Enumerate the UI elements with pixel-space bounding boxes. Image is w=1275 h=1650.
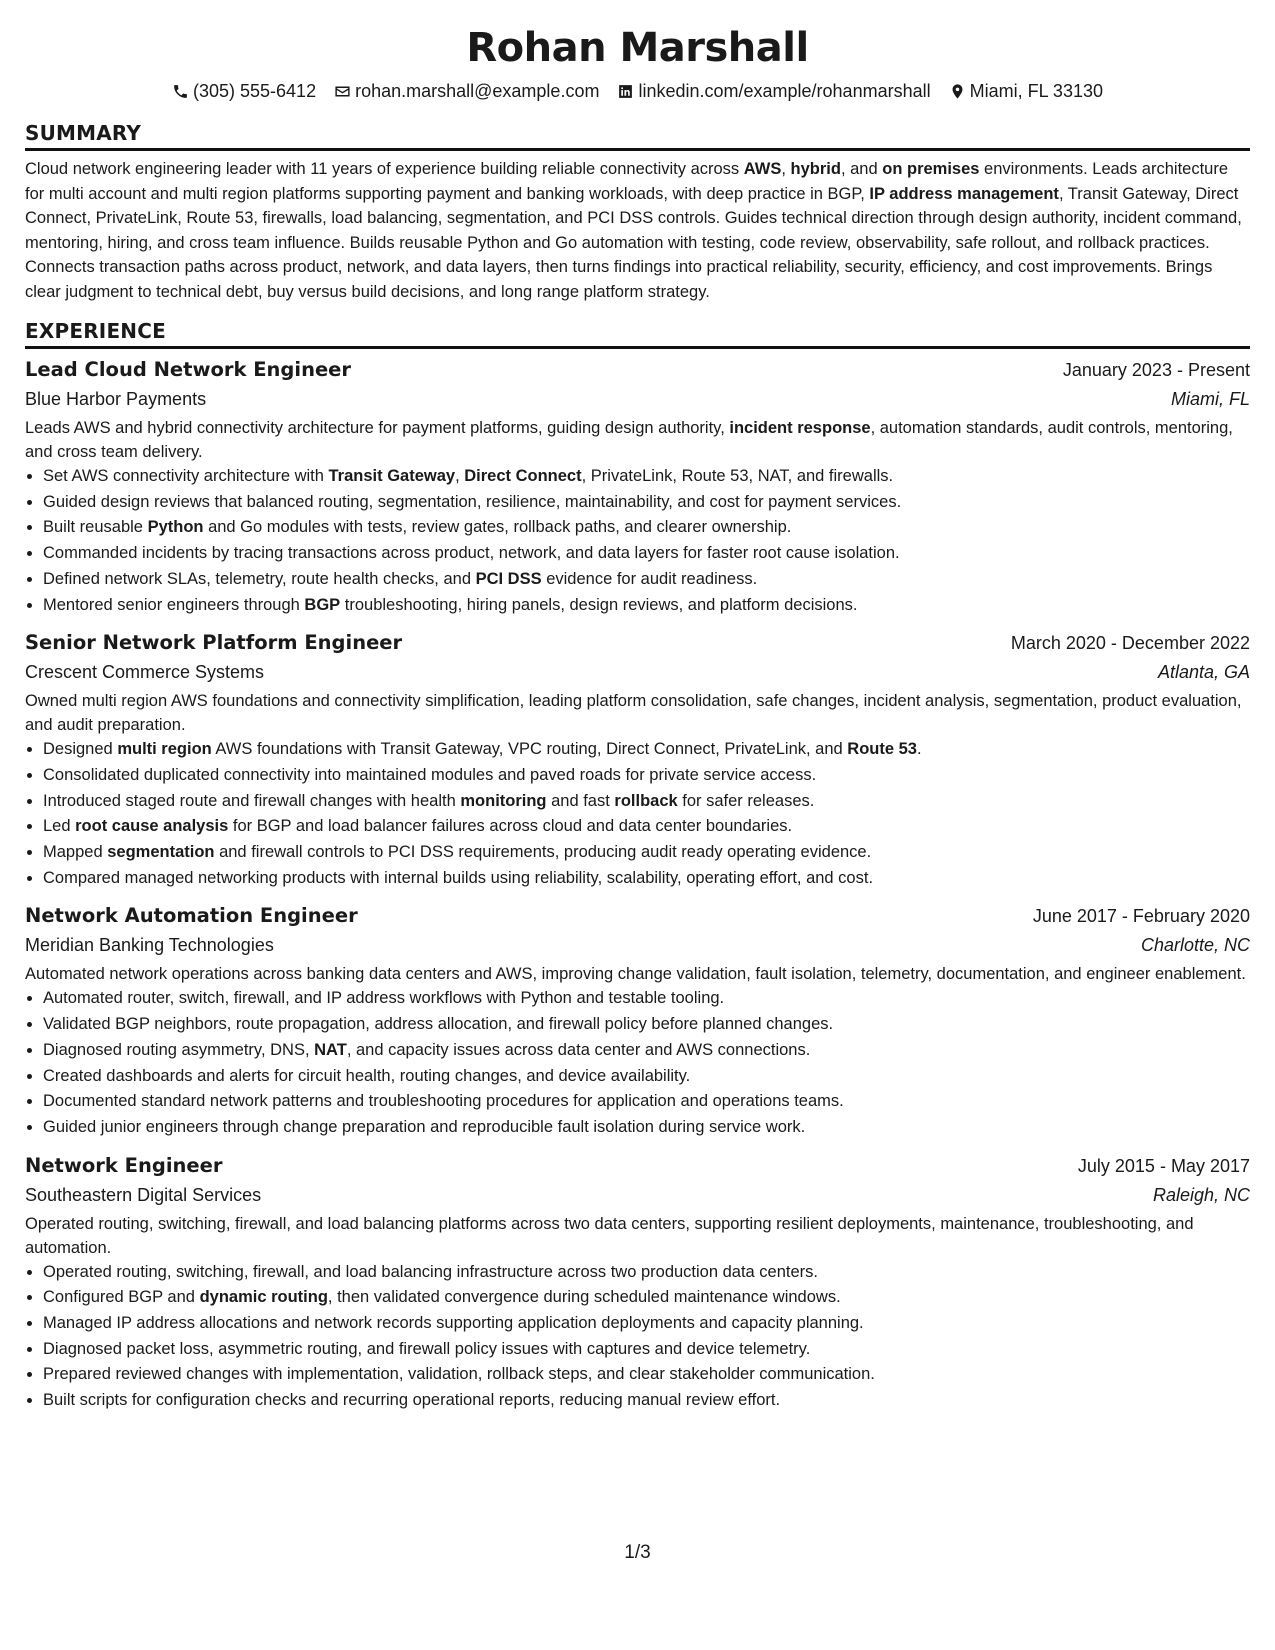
job-dates: January 2023 - Present <box>1062 360 1250 380</box>
job-bullet: • Prepared reviewed changes with implementation, validation, rollback steps, and clear stakeholder communication. <box>43 1362 1250 1388</box>
job-header <box>25 355 1250 385</box>
job-entry <box>25 901 1250 1140</box>
email-text[interactable]: rohan.marshall@example.com <box>355 81 600 101</box>
job-bullet: • Built reusable Python and Go modules with tests, review gates, rollback paths, and clearer ownership. <box>43 515 1250 541</box>
job-title: Senior Network Platform Engineer <box>25 631 403 655</box>
job-dates: June 2017 - February 2020 <box>1032 906 1250 927</box>
job-description: Automated network operations across banking data centers and AWS, improving change validation, fault isolation, telemetry, documentation, and engineer enablement. <box>25 965 1246 984</box>
job-dates: March 2020 - December 2022 <box>1010 633 1250 654</box>
linkedin-text[interactable]: linkedin.com/example/rohanmarshall <box>638 81 931 101</box>
job-bullet: • Automated router, switch, firewall, and IP address workflows with Python and testable tooling. <box>43 986 1250 1012</box>
job-description: Leads AWS and hybrid connectivity architecture for payment platforms, guiding design authority, incident response, automation standards, audit controls, mentoring, and cross team delivery. <box>25 419 1233 461</box>
job-bullet: • Documented standard network patterns and troubleshooting procedures for application and operations teams. <box>43 1089 1250 1115</box>
contact-linkedin[interactable] <box>617 78 930 104</box>
job-bullet: • Diagnosed routing asymmetry, DNS, NAT, and capacity issues across data center and AWS connections. <box>43 1038 1250 1064</box>
map-pin-icon <box>949 83 966 100</box>
job-bullets <box>25 737 1250 891</box>
job-bullet: • Set AWS connectivity architecture with Transit Gateway, Direct Connect, PrivateLink, Route 53, NAT, and firewalls. <box>43 464 1250 490</box>
job-bullet: • Validated BGP neighbors, route propagation, address allocation, and firewall policy before planned changes. <box>43 1012 1250 1038</box>
job-bullets <box>25 986 1250 1140</box>
job-entry <box>25 628 1250 891</box>
linkedin-icon <box>617 83 634 100</box>
contact-location <box>949 78 1103 104</box>
job-title: Network Engineer <box>25 1153 223 1177</box>
job-subheader <box>25 1181 1250 1209</box>
job-description: Operated routing, switching, firewall, and load balancing platforms across two data centers, supporting resilient deployments, maintenance, troubleshooting, and automation. <box>25 1214 1194 1257</box>
location-text: Miami, FL 33130 <box>969 81 1103 101</box>
contact-bar <box>25 78 1250 104</box>
job-dates: July 2015 - May 2017 <box>1077 1155 1250 1176</box>
company-name: Meridian Banking Technologies <box>25 935 274 956</box>
contact-phone <box>172 78 316 104</box>
job-bullet: • Led root cause analysis for BGP and load balancer failures across cloud and data center boundaries. <box>43 814 1250 840</box>
company-name: Crescent Commerce Systems <box>25 662 265 683</box>
candidate-name: Rohan Marshall <box>466 25 809 71</box>
job-location: Atlanta, GA <box>1157 662 1250 683</box>
job-description: Owned multi region AWS foundations and connectivity simplification, leading platform consolidation, safe changes, incident analysis, segmentation, product evaluation, and audit preparation. <box>25 692 1242 735</box>
envelope-icon <box>334 83 351 100</box>
phone-text: (305) 555-6412 <box>192 81 317 101</box>
job-bullet: • Mentored senior engineers through BGP troubleshooting, hiring panels, design reviews, and platform decisions. <box>43 593 1250 619</box>
job-entry <box>25 355 1250 618</box>
job-title: Network Automation Engineer <box>25 904 358 928</box>
resume-page <box>25 20 1250 1424</box>
job-entry <box>25 1151 1250 1414</box>
job-bullet: • Created dashboards and alerts for circuit health, routing changes, and device availability. <box>43 1064 1250 1090</box>
summary-section <box>25 120 1250 304</box>
job-list <box>25 355 1250 1414</box>
job-bullet: • Managed IP address allocations and network records supporting application deployments and capacity planning. <box>43 1311 1250 1337</box>
job-bullets <box>25 464 1250 618</box>
job-header <box>25 901 1250 931</box>
contact-email[interactable] <box>334 78 599 104</box>
job-location: Raleigh, NC <box>1152 1184 1250 1205</box>
experience-section <box>25 318 1250 1414</box>
job-bullet: • Guided design reviews that balanced routing, segmentation, resilience, maintainability, and cost for payment services. <box>43 490 1250 516</box>
job-subheader <box>25 658 1250 686</box>
job-location: Miami, FL <box>1170 389 1250 409</box>
job-bullet: • Mapped segmentation and firewall controls to PCI DSS requirements, producing audit ready operating evidence. <box>43 840 1250 866</box>
job-title: Lead Cloud Network Engineer <box>25 358 352 381</box>
job-bullet: • Compared managed networking products with internal builds using reliability, scalability, operating effort, and cost. <box>43 866 1250 892</box>
job-bullet: • Configured BGP and dynamic routing, then validated convergence during scheduled maintenance windows. <box>43 1285 1250 1311</box>
company-name: Southeastern Digital Services <box>25 1184 262 1205</box>
experience-heading: EXPERIENCE <box>25 318 1250 349</box>
summary-text: Cloud network engineering leader with 11 years of experience building reliable connectivity across AWS, hybrid, and on premises environments. Leads architecture for multi account and multi region platforms supporting payment and banking workloads, with deep practice in BGP, IP address management, Transit Gateway, Direct Connect, PrivateLink, Route 53, firewalls, load balancing, segmentation, and PCI DSS controls. Guides technical direction through design authority, incident command, mentoring, hiring, and cross team influence. Builds reusable Python and Go automation with testing, code review, observability, safe rollout, and rollback practices. Connects transaction paths across product, network, and data layers, then turns findings into practical reliability, security, efficiency, and cost improvements. Brings clear judgment to technical debt, buy versus build decisions, and long range platform strategy. <box>25 160 1242 301</box>
job-subheader <box>25 931 1250 959</box>
job-bullet: • Guided junior engineers through change preparation and reproducible fault isolation during service work. <box>43 1115 1250 1141</box>
job-bullet: • Consolidated duplicated connectivity into maintained modules and paved roads for private service access. <box>43 763 1250 789</box>
summary-heading: SUMMARY <box>25 120 1250 151</box>
job-bullet: • Defined network SLAs, telemetry, route health checks, and PCI DSS evidence for audit readiness. <box>43 567 1250 593</box>
job-header <box>25 628 1250 658</box>
company-name: Blue Harbor Payments <box>25 389 207 409</box>
job-bullet: • Introduced staged route and firewall changes with health monitoring and fast rollback for safer releases. <box>43 789 1250 815</box>
job-bullet: • Diagnosed packet loss, asymmetric routing, and firewall policy issues with captures and device telemetry. <box>43 1337 1250 1363</box>
job-bullet: • Operated routing, switching, firewall, and load balancing infrastructure across two production data centers. <box>43 1260 1250 1286</box>
job-bullets <box>25 1260 1250 1414</box>
job-bullet: • Commanded incidents by tracing transactions across product, network, and data layers for faster root cause isolation. <box>43 541 1250 567</box>
job-bullet: • Designed multi region AWS foundations with Transit Gateway, VPC routing, Direct Connect, PrivateLink, and Route 53. <box>43 737 1250 763</box>
phone-icon <box>172 83 189 100</box>
job-bullet: • Built scripts for configuration checks and recurring operational reports, reducing manual review effort. <box>43 1388 1250 1414</box>
page-number: 1/3 <box>624 1542 651 1563</box>
job-location: Charlotte, NC <box>1140 935 1250 956</box>
job-header <box>25 1151 1250 1181</box>
job-subheader <box>25 385 1250 413</box>
